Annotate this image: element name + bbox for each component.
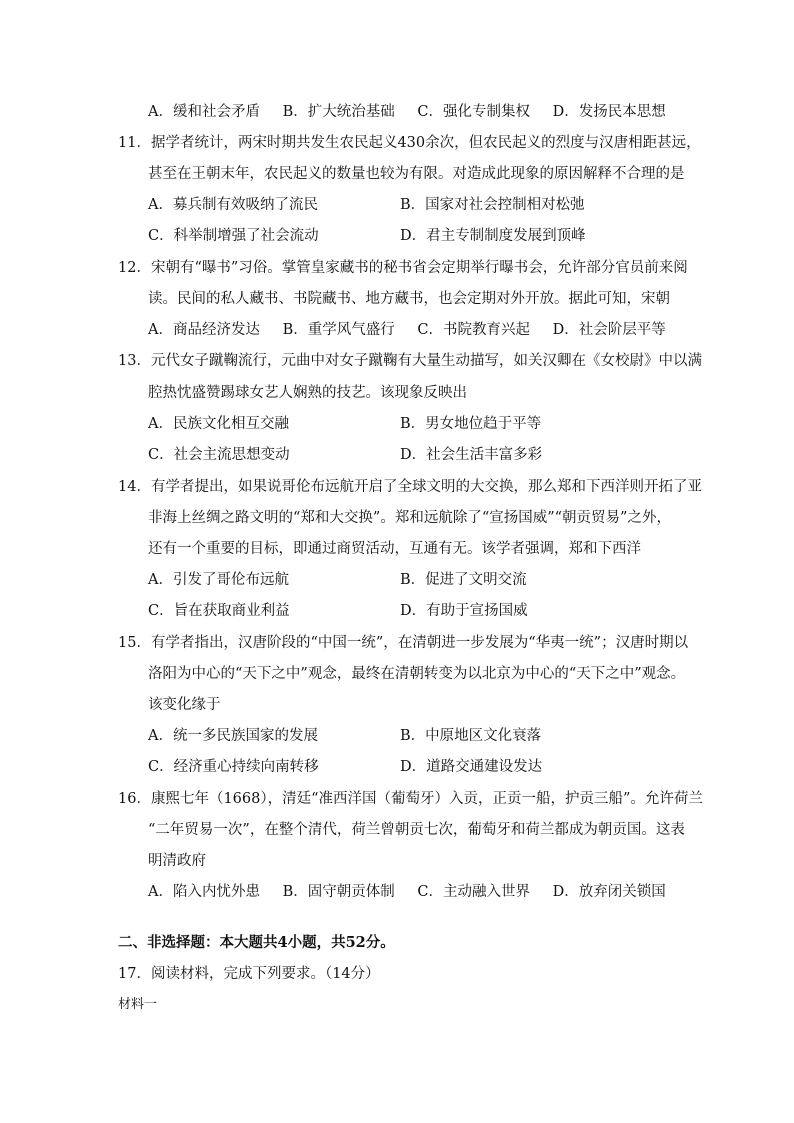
q10-option-d: D．发扬民本思想 [552,104,666,120]
q16-option-c: C．主动融入世界 [417,884,530,900]
q12-option-b: B．重学风气盛行 [282,322,395,338]
q11-option-d: D．君主专制制度发展到顶峰 [400,228,586,244]
q16-option-b: B．固守朝贡体制 [282,884,395,900]
q15-option-d: D．道路交通建设发达 [400,759,543,775]
material-label: 材料一 [118,997,158,1012]
q14-option-b: B．促进了文明交流 [400,572,527,588]
q15-stem-line-2: 洛阳为中心的“天下之中”观念，最终在清朝转变为以北京为中心的“天下之中”观念。 [148,666,686,682]
q15-stem-line-1: 15．有学者指出，汉唐阶段的“中国一统”，在清朝进一步发展为“华夷一统”；汉唐时期以 [118,635,689,651]
q11-option-c: C．科举制增强了社会流动 [148,228,319,244]
q16-options [148,882,684,902]
q16-option-d: D．放弃闭关锁国 [552,884,666,900]
q13-option-c: C．社会主流思想变动 [148,447,290,463]
q10-options [148,102,684,122]
q14-stem-line-3: 还有一个重要的目标，即通过商贸活动，互通有无。该学者强调，郑和下西洋 [148,541,641,557]
q10-option-a: A．缓和社会矛盾 [148,104,260,120]
q13-stem-line-2: 腔热忱盛赞踢球女艺人娴熟的技艺。该现象反映出 [148,385,467,401]
q13-option-b: B．男女地位趋于平等 [400,416,542,432]
q14-option-a: A．引发了哥伦布远航 [148,572,289,588]
q14-option-d: D．有助于宣扬国威 [400,603,528,619]
q14-option-c: C．旨在获取商业利益 [148,603,290,619]
q16-stem-line-2: “二年贸易一次”，在整个清代，荷兰曾朝贡七次，葡萄牙和荷兰都成为朝贡国。这表 [148,822,685,838]
q11-stem-line-1: 11．据学者统计，两宋时期共发生农民起义430余次，但农民起义的烈度与汉唐相距甚远， [118,135,701,151]
q16-option-a: A．陷入内忧外患 [148,884,260,900]
q15-option-c: C．经济重心持续向南转移 [148,759,319,775]
q12-stem-line-1: 12．宋朝有“曝书”习俗。掌管皇家藏书的秘书省会定期举行曝书会，允许部分官员前来阅 [118,260,688,276]
q12-option-a: A．商品经济发达 [148,322,260,338]
q12-options [148,320,684,340]
q12-stem-line-2: 读。民间的私人藏书、书院藏书、地方藏书，也会定期对外开放。据此可知，宋朝 [148,291,670,307]
q10-option-c: C．强化专制集权 [417,104,530,120]
q11-option-b: B．国家对社会控制相对松弛 [400,197,585,213]
q15-option-b: B．中原地区文化衰落 [400,728,542,744]
q16-stem-line-3: 明清政府 [148,853,206,869]
q17-stem: 17．阅读材料，完成下列要求。（14分） [118,966,380,982]
q11-stem-line-2: 甚至在王朝末年，农民起义的数量也较为有限。对造成此现象的原因解释不合理的是 [148,166,685,182]
q16-stem-line-1: 16．康熙七年（1668），清廷“准西洋国（葡萄牙）入贡，正贡一船，护贡三船”。允许荷兰 [118,791,703,807]
q14-stem-line-2: 非海上丝绸之路文明的“郑和大交换”。郑和远航除了“宣扬国威”“朝贡贸易”之外， [148,510,671,526]
q15-stem-line-3: 该变化缘于 [148,697,221,713]
q10-option-b: B．扩大统治基础 [282,104,395,120]
q13-option-d: D．社会生活丰富多彩 [400,447,543,463]
q12-option-d: D．社会阶层平等 [552,322,666,338]
section-heading: 二、非选择题：本大题共4小题，共52分。 [118,934,395,951]
q13-option-a: A．民族文化相互交融 [148,416,289,432]
q11-option-a: A．募兵制有效吸纳了流民 [148,197,318,213]
q14-stem-line-1: 14．有学者提出，如果说哥伦布远航开启了全球文明的大交换，那么郑和下西洋则开拓了亚 [118,479,702,495]
q15-option-a: A．统一多民族国家的发展 [148,728,318,744]
q13-stem-line-1: 13．元代女子蹴鞠流行，元曲中对女子蹴鞠有大量生动描写，如关汉卿在《女校尉》中以满 [118,353,702,369]
q12-option-c: C．书院教育兴起 [417,322,530,338]
